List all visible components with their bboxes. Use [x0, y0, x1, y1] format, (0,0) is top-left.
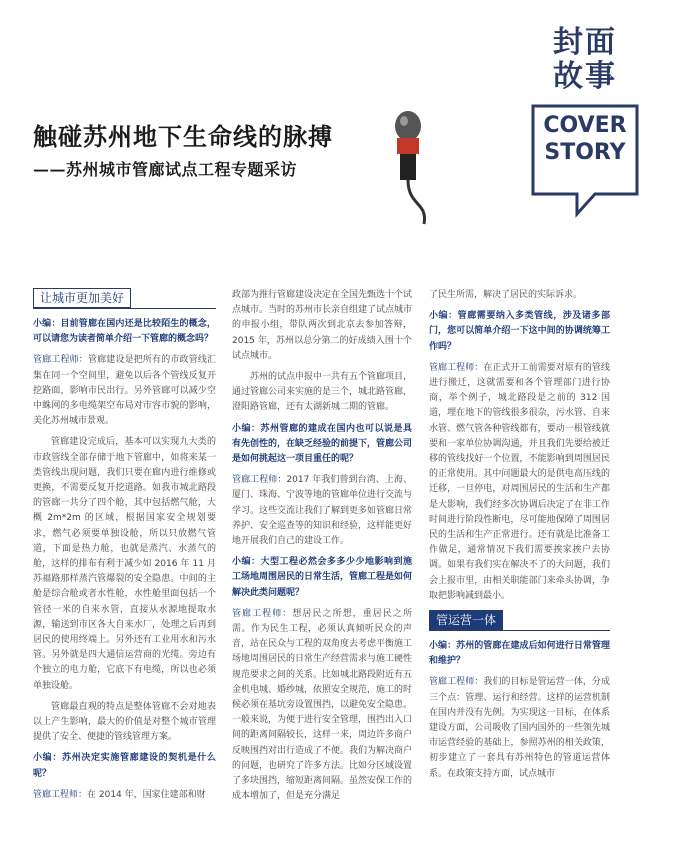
q-text: 苏州的管廊在建成后如何进行日常管理和维护？ [429, 641, 610, 667]
answer [232, 607, 412, 805]
column-3 [429, 288, 610, 788]
a-text: 我们的目标是管运营一体，分成三个点：管理、运行和经营。这样的运营机制在国内并没有先例。为实现这一目标，在体系建设方面，公司吸收了国内国外的一些领先城市运营经验的基础上，参照苏州的相关政策，初步建立了一套具有苏州特色的管道运营体系。在政策支持方面，试点城市 [429, 677, 610, 779]
answer [232, 473, 412, 549]
question [232, 422, 412, 468]
q-text: 目前管廊在国内还是比较陌生的概念，可以请您为读者简单介绍一下管廊的概念吗？ [33, 319, 216, 345]
column-2 [232, 288, 412, 811]
badge-zh-line1: 封面 [553, 25, 617, 60]
a-text: 2017 年我们曾到台湾、上海、厦门、珠海、宁波等地的管廊单位进行交流与学习。这些交流让我们了解到更多如管廊日常养护、安全巡查等的知识和经验，这样能更好地开展我们自己的建设工作。 [232, 475, 413, 547]
a-text: 管廊建设是把所有的市政管线汇集在同一个空间里，避免以后各个管线反复开挖路面，影响市民出行。另外管廊可以减少空中蛛网的多电缆架空布局对市容市貌的影响，美化苏州城市景观。 [33, 355, 216, 427]
badge-zh-line2: 故事 [553, 59, 617, 94]
q-label: 小编： [232, 557, 261, 568]
paragraph: 苏州的试点申报中一共有五个管廊项目，通过管廊公司来实施的是三个，城北路管廊，澄阳路管廊，还有太湖新城二期的管廊。 [232, 372, 413, 413]
paragraph: 政部为推行管廊建设决定在全国先甄选十个试点城市。当时的苏州市长亲自组建了试点城市的申报小组，带队两次到北京去参加答辩，2015 年，苏州以总分第二的好成绩入围十个试点城市。 [232, 290, 413, 361]
a-label: 管廊工程师： [232, 608, 293, 619]
article-subheadline: ——苏州城市管廊试点工程专题采访 [33, 160, 298, 179]
a-text: 在 2014 年，国家住建部和财 [87, 789, 206, 800]
paragraph: 管廊最直观的特点是整体管廊不会对地表以上产生影响，最大的价值是对整个城市管理提供了安全、便捷的管线管理方案。 [33, 701, 216, 743]
q-label: 小编： [429, 311, 458, 322]
a-label: 管廊工程师： [33, 355, 88, 366]
a-text: 想居民之所想，重居民之所需。作为民生工程，必须认真倾听民众的声音，站在民众与工程的双角度去考虑平衡施工场地周围居民的日常生产经营需求与施工硬性规范要求之间的关系。比如城北路段附近有五金机电城、婚纱城，依照安全规范，施工的时候必须在基坑旁设置围挡，以避免安全隐患。一般来说，为便于进行安全管理，围挡出入口间的距离间隔较长，这样一来，周边许多商户反映围挡对出行造成了不便。我们为解决商户的问题，也研究了许多方法。比如分区域设置了多块围挡，缩短距离间隔。虽然安保工作的成本增加了，但是充分满足 [232, 608, 413, 802]
a-label: 管廊工程师： [429, 362, 484, 373]
question [33, 751, 216, 781]
badge-en-line2: STORY [544, 140, 626, 165]
section-heading-city: 让城市更加美好 [33, 288, 131, 308]
q-label: 小编： [429, 641, 457, 652]
a-text: 在正式开工前需要对原有的管线进行搬迁，这就需要和各个管理部门进行协商，举个例子，城北路段是之前的 312 国道，埋在地下的管线很多很杂，污水管、自来水管、燃气管各种管线都有，要动一根管线就要和一家单位协调沟通，并且我们先要给被迁移的管线找好一个位置，不能影响到周围居民的正常使用。其中问题最大的是供电高压线的迁移，一旦停电，对周围居民的生活和生产都是大影响，我们经多次协调后决定了在非工作时间进行阶段性断电，尽可能地保障了周围居民的生活和生产正常进行。还有就是比准备工作做足，通常情况下我们需要挨家挨户去协调。如果有我们实在解决不了的大问题，我们会上报市里，由相关职能部门来牵头协调，争取把影响减到最小。 [429, 362, 610, 601]
a-label: 管廊工程师： [232, 475, 287, 486]
cover-story-badge [529, 25, 641, 165]
q-text: 苏州管廊的建成在国内也可以说是具有先创性的，在缺乏经验的前提下，管廊公司是如何挑起这一项目重任的呢？ [232, 423, 413, 465]
section-heading-operation: 管运营一体 [429, 610, 503, 630]
paragraph: 管廊建设完成后，基本可以实现九大类的市政管线全部存储于地下管廊中，如将来某一类管线出现问题，我们只要在廊内进行维修或更换，不需要反复开挖道路。如我市城北路段的管廊一共分了四个舱，其中包括燃气舱，大概 2m*2m 的区域，根据国家安全规划要求，燃气必须要单独设舱，所以只放燃气管道，下面是热力舱，也就是蒸汽、水蒸气的舱，这样的排布有利于减少如 2016 年 11 月苏福路那样蒸汽管爆裂的安全隐患。中间的主舱是综合舱或者水性舱，水性舱里面包括一个管径一米的自来水管，直接从水源地提取水源，输送到市区各大自来水厂，处理之后再到居民的使用终端上。另外还有工业用水和污水管。另外就是四大通信运营商的光缆。旁边有个独立的电力舱，它底下有电缆，所以也必须单独设舱。 [33, 437, 216, 691]
answer [33, 788, 216, 803]
question [232, 555, 412, 601]
q-label: 小编： [232, 423, 261, 434]
badge-en-line1: COVER [543, 113, 627, 138]
paragraph: 了民生所需，解决了居民的实际诉求。 [429, 290, 583, 300]
q-label: 小编： [33, 753, 62, 764]
answer [429, 361, 610, 604]
a-label: 管廊工程师： [429, 677, 484, 688]
question [429, 309, 610, 355]
answer [33, 353, 216, 429]
section-rule [429, 630, 610, 631]
a-label: 管廊工程师： [33, 789, 88, 800]
q-text: 大型工程必然会多多少少地影响到施工场地周围居民的日常生活，管廊工程是如何解决此类问题呢？ [232, 557, 413, 598]
microphone-icon [378, 106, 438, 226]
question [429, 639, 610, 669]
column-1 [33, 288, 216, 809]
article-headline: 触碰苏州地下生命线的脉搏 [33, 122, 333, 151]
section-rule [33, 308, 216, 309]
q-text: 管廊需要纳入多类管线，涉及诸多部门，您可以简单介绍一下这中间的协调统筹工作吗？ [429, 311, 610, 352]
question [33, 317, 216, 347]
q-label: 小编： [33, 319, 61, 329]
q-text: 苏州决定实施管廊建设的契机是什么呢？ [33, 753, 216, 779]
answer [429, 675, 610, 781]
